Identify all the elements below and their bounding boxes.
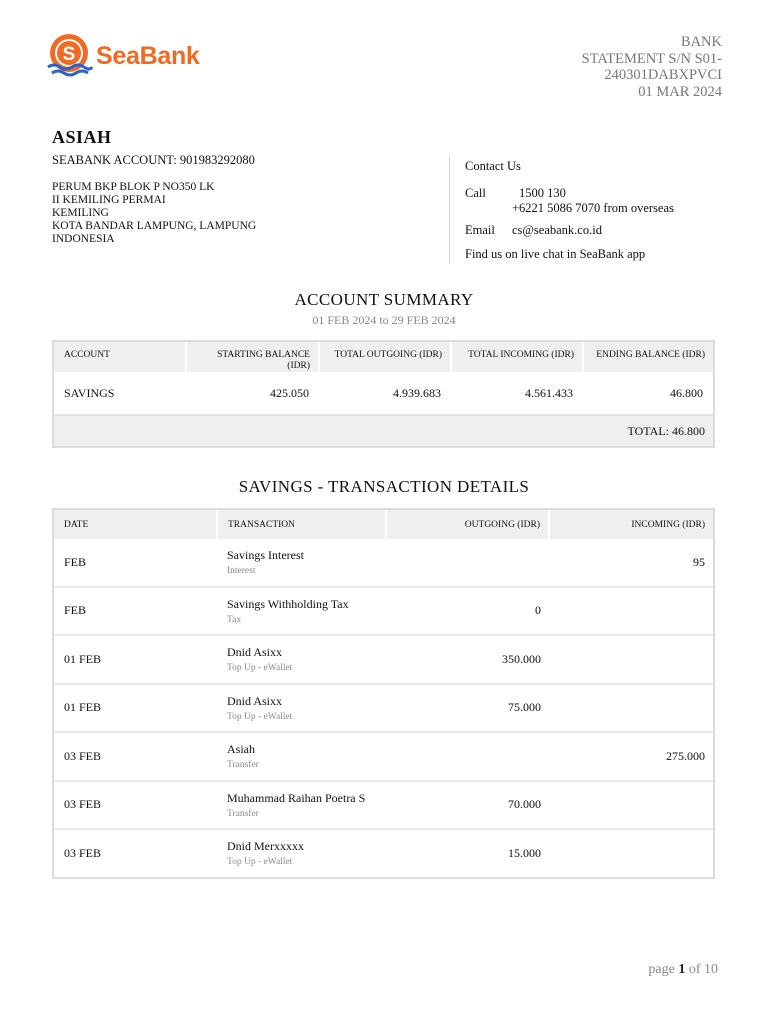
address-line: II KEMILING PERMAI bbox=[52, 194, 166, 206]
account-number-line bbox=[52, 153, 255, 168]
transaction-title: Dnid Asixx bbox=[227, 693, 283, 708]
address-line: PERUM BKP BLOK P NO350 LK bbox=[52, 181, 215, 193]
incoming-amount bbox=[549, 829, 713, 877]
incoming-amount: 95 bbox=[549, 539, 713, 587]
account-label: SEABANK ACCOUNT: bbox=[52, 153, 177, 167]
call-label: Call bbox=[465, 186, 486, 200]
transaction-cell bbox=[217, 732, 386, 781]
transaction-date: FEB bbox=[54, 539, 217, 587]
transaction-date: 03 FEB bbox=[54, 732, 217, 781]
page-indicator bbox=[648, 962, 718, 977]
incoming-amount bbox=[549, 781, 713, 830]
table-header-row bbox=[54, 510, 713, 539]
outgoing-amount: 350.000 bbox=[386, 635, 549, 684]
column-header: STARTING BALANCE (IDR) bbox=[186, 342, 319, 372]
transaction-title: Savings Withholding Tax bbox=[227, 596, 349, 611]
transaction-title: Muhammad Raihan Poetra S bbox=[227, 790, 366, 805]
statement-sn-line: 01 MAR 2024 bbox=[638, 83, 722, 100]
transaction-title: Savings Interest bbox=[227, 548, 304, 563]
transaction-cell bbox=[217, 539, 386, 587]
transaction-cell bbox=[217, 587, 386, 636]
email-label: Email bbox=[465, 223, 495, 237]
incoming-amount bbox=[549, 684, 713, 733]
svg-text:S: S bbox=[62, 44, 76, 65]
customer-name: ASIAH bbox=[52, 127, 112, 147]
page-prefix: page bbox=[648, 962, 675, 977]
transaction-type: Top Up - eWallet bbox=[227, 711, 293, 722]
table-row bbox=[54, 781, 713, 830]
account-summary-table bbox=[52, 340, 715, 448]
page-of: of bbox=[688, 962, 701, 977]
transaction-date: FEB bbox=[54, 587, 217, 636]
column-header: DATE bbox=[54, 510, 217, 539]
column-header: INCOMING (IDR) bbox=[549, 510, 713, 539]
table-row bbox=[54, 635, 713, 684]
total-incoming: 4.561.433 bbox=[451, 372, 583, 415]
incoming-amount bbox=[549, 635, 713, 684]
table-row bbox=[54, 587, 713, 636]
table-header-row bbox=[54, 342, 713, 372]
transaction-date: 01 FEB bbox=[54, 684, 217, 733]
column-header: ACCOUNT bbox=[54, 342, 186, 372]
account-type: SAVINGS bbox=[54, 372, 186, 415]
table-row bbox=[54, 732, 713, 781]
statement-sn-line: 240301DABXPVCI bbox=[604, 67, 722, 83]
address-line: INDONESIA bbox=[52, 233, 115, 245]
outgoing-amount: 15.000 bbox=[508, 845, 541, 860]
email-link[interactable]: cs@seabank.co.id bbox=[512, 223, 602, 237]
table-row bbox=[54, 372, 713, 415]
transaction-type: Top Up - eWallet bbox=[227, 857, 293, 868]
live-chat-note: Find us on live chat in SeaBank app bbox=[465, 247, 646, 261]
statement-period: 01 FEB 2024 to 29 FEB 2024 bbox=[312, 313, 456, 327]
transaction-details-title: SAVINGS - TRANSACTION DETAILS bbox=[238, 477, 530, 496]
address-line: KEMILING bbox=[52, 207, 109, 219]
ending-balance: 46.800 bbox=[583, 372, 713, 415]
outgoing-amount: 75.000 bbox=[386, 684, 549, 733]
call-overseas-number: +6221 5086 7070 from overseas bbox=[512, 201, 674, 215]
total-balance: TOTAL: 46.800 bbox=[54, 415, 713, 446]
account-summary-title: ACCOUNT SUMMARY bbox=[294, 290, 474, 309]
contact-title: Contact Us bbox=[465, 159, 521, 173]
outgoing-amount bbox=[386, 732, 549, 781]
incoming-amount: 275.000 bbox=[549, 732, 713, 781]
total-outgoing: 4.939.683 bbox=[319, 372, 451, 415]
transaction-title: Dnid Merxxxxx bbox=[227, 839, 304, 854]
transaction-type: Transfer bbox=[227, 760, 259, 771]
address-line: KOTA BANDAR LAMPUNG, LAMPUNG bbox=[52, 220, 257, 232]
transaction-title: Dnid Asixx bbox=[227, 645, 283, 660]
transaction-type: Interest bbox=[227, 566, 256, 577]
brand-name: SeaBank bbox=[96, 41, 200, 70]
statement-serial-number bbox=[552, 34, 722, 100]
column-header: TRANSACTION bbox=[217, 510, 386, 539]
call-local-number: 1500 130 bbox=[519, 186, 566, 200]
starting-balance: 425.050 bbox=[186, 372, 319, 415]
seabank-logo bbox=[46, 34, 200, 78]
table-row bbox=[54, 829, 713, 877]
outgoing-amount bbox=[386, 539, 549, 587]
page-total: 10 bbox=[704, 962, 718, 977]
outgoing-amount: 0 bbox=[386, 587, 549, 636]
transaction-details-table bbox=[52, 508, 715, 879]
incoming-amount bbox=[549, 587, 713, 636]
page-current: 1 bbox=[678, 962, 686, 977]
transaction-cell bbox=[217, 635, 386, 684]
account-number: 901983292080 bbox=[179, 153, 255, 167]
transaction-title: Asiah bbox=[227, 742, 255, 757]
statement-sn-line: STATEMENT S/N S01- bbox=[581, 50, 722, 67]
transaction-cell bbox=[217, 684, 386, 733]
total-row bbox=[54, 415, 713, 446]
table-row bbox=[54, 539, 713, 587]
transaction-type: Tax bbox=[227, 614, 242, 625]
transaction-date: 01 FEB bbox=[54, 635, 217, 684]
transaction-cell bbox=[217, 829, 386, 877]
customer-address bbox=[52, 181, 256, 246]
statement-sn-line: BANK bbox=[680, 34, 722, 50]
transaction-type: Transfer bbox=[227, 808, 259, 819]
column-header: TOTAL OUTGOING (IDR) bbox=[319, 342, 451, 372]
column-header: ENDING BALANCE (IDR) bbox=[583, 342, 713, 372]
transaction-cell bbox=[217, 781, 386, 830]
outgoing-amount: 70.000 bbox=[386, 781, 549, 830]
table-row bbox=[54, 684, 713, 733]
vertical-divider bbox=[449, 157, 450, 264]
transaction-type: Top Up - eWallet bbox=[227, 663, 293, 674]
seabank-s-wave-icon bbox=[46, 34, 92, 78]
column-header: OUTGOING (IDR) bbox=[386, 510, 549, 539]
transaction-rows bbox=[54, 539, 713, 877]
transaction-date: 03 FEB bbox=[64, 845, 102, 860]
transaction-date: 03 FEB bbox=[54, 781, 217, 830]
column-header: TOTAL INCOMING (IDR) bbox=[451, 342, 583, 372]
